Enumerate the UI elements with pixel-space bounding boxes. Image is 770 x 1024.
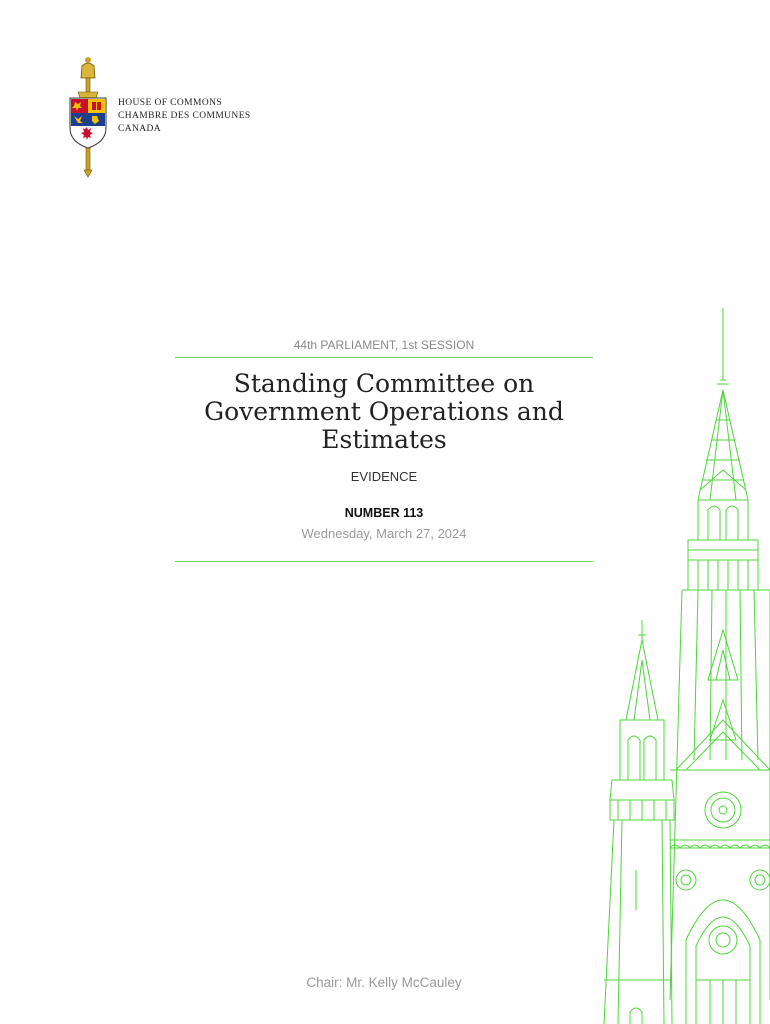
bottom-divider <box>175 561 593 562</box>
page-title <box>175 370 593 454</box>
crest-line-canada: CANADA <box>118 124 162 134</box>
top-divider <box>175 357 593 358</box>
crest-wordmark <box>118 97 251 136</box>
crest-line-house-of-commons: HOUSE OF COMMONS <box>118 98 223 108</box>
crest-line-chambre-des-communes: CHAMBRE DES COMMUNES <box>118 111 251 121</box>
meeting-date: Wednesday, March 27, 2024 <box>301 526 467 541</box>
peace-tower-illustration <box>590 300 770 1024</box>
chair-label: Chair: Mr. Kelly McCauley <box>306 975 462 990</box>
meeting-number: NUMBER 113 <box>344 506 424 520</box>
title-line-1: Standing Committee on <box>233 369 535 398</box>
session-label: 44th PARLIAMENT, 1st SESSION <box>293 338 475 352</box>
title-line-3: Estimates <box>321 425 447 454</box>
house-of-commons-crest-icon <box>64 54 112 178</box>
title-line-2: Government Operations and <box>204 397 564 426</box>
evidence-label: EVIDENCE <box>350 469 418 484</box>
